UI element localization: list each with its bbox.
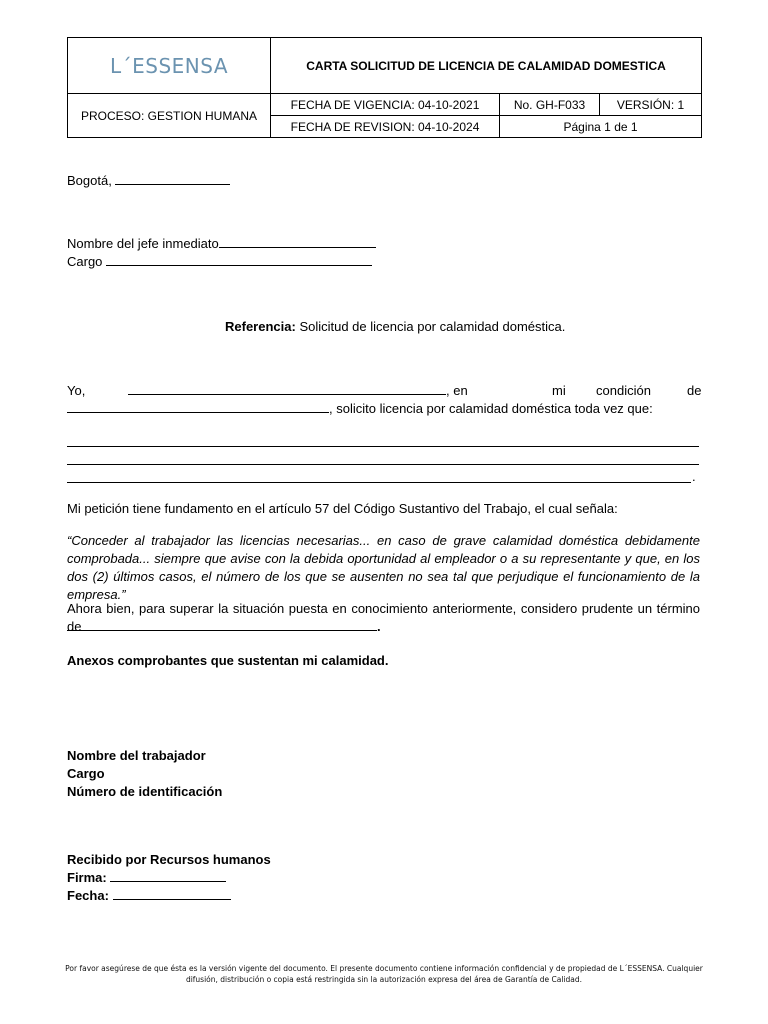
boss-blank[interactable] [219,235,376,248]
header-table [67,37,702,138]
footer-line-1: Por favor asegúrese de que ésta es la versión vigente del documento. El presente documento contiene información confidencial y de propiedad de L´ESSENSA. Cualquier [65,964,703,973]
date-blank[interactable] [115,172,230,185]
condition-line [67,400,653,418]
firma-line [67,869,226,887]
version-label: VERSIÓN: 1 [600,94,702,116]
fundamento-text: Mi petición tiene fundamento en el artículo 57 del Código Sustantivo del Trabajo, el cual señala: [67,501,618,516]
term-blank[interactable] [67,618,377,631]
reason-line-3[interactable] [67,482,691,483]
worker-id-label: Número de identificación [67,784,223,799]
city-label: Bogotá, [67,173,112,188]
condicion-word: condición [596,383,651,398]
condition-blank[interactable] [67,400,329,413]
reason-period: . [692,469,696,484]
boss-label: Nombre del jefe inmediato [67,236,219,251]
received-label: Recibido por Recursos humanos [67,852,271,867]
article-quote: “Conceder al trabajador las licencias necesarias... en caso de grave calamidad doméstica debidamente comprobada... siempre que avise con la debida oportunidad al empleador o a su representante y que, en los dos (2) últimos casos, el número de los que se ausenten no sea tal que perjudique el funcionamiento de la empresa.” [67,533,700,602]
reason-line-2[interactable] [67,464,699,465]
mi-word: mi [552,383,566,398]
footer-line-2: difusión, distribución o copia está restringida sin la autorización expresa del área de Garantía de Calidad. [185,975,583,984]
term-line [67,618,381,636]
logo-text: L´ESSENSA [109,53,228,78]
document-title: CARTA SOLICITUD DE LICENCIA DE CALAMIDAD DOMESTICA [271,38,702,94]
reason-line-1[interactable] [67,446,699,447]
revision-date: FECHA DE REVISION: 04-10-2024 [271,116,500,138]
cargo-blank[interactable] [106,253,372,266]
firma-blank[interactable] [110,869,226,882]
company-logo [110,54,228,78]
de-word: de [687,383,702,398]
confidentiality-footer [60,963,708,985]
boss-line [67,235,376,253]
fecha-label: Fecha: [67,888,109,903]
fecha-blank[interactable] [113,887,231,900]
worker-cargo-label: Cargo [67,766,105,781]
fecha-line [67,887,231,905]
name-blank-wrap [128,382,468,400]
vigencia-date: FECHA DE VIGENCIA: 04-10-2021 [271,94,500,116]
logo-cell [68,38,271,94]
page-number: Página 1 de 1 [500,116,702,138]
reference-label: Referencia: [225,319,296,334]
firma-label: Firma: [67,870,107,885]
reference-text: Solicitud de licencia por calamidad doméstica. [299,319,566,334]
cargo-line [67,253,372,271]
reference-line [225,318,565,336]
solicito-text: , solicito licencia por calamidad doméstica toda vez que: [329,401,653,416]
yo-label: Yo, [67,383,86,398]
cargo-label: Cargo [67,254,103,269]
document-number: No. GH-F033 [500,94,600,116]
process-label: PROCESO: GESTION HUMANA [68,94,271,138]
anexos-heading: Anexos comprobantes que sustentan mi calamidad. [67,653,389,668]
name-blank[interactable] [128,382,446,395]
en-text: , en [446,383,468,398]
ahora-text: Ahora bien, para superar la situación puesta en conocimiento anteriormente, considero prudente un término de [67,601,700,634]
term-period: . [377,619,381,634]
city-line [67,172,230,190]
worker-name-label: Nombre del trabajador [67,748,206,763]
